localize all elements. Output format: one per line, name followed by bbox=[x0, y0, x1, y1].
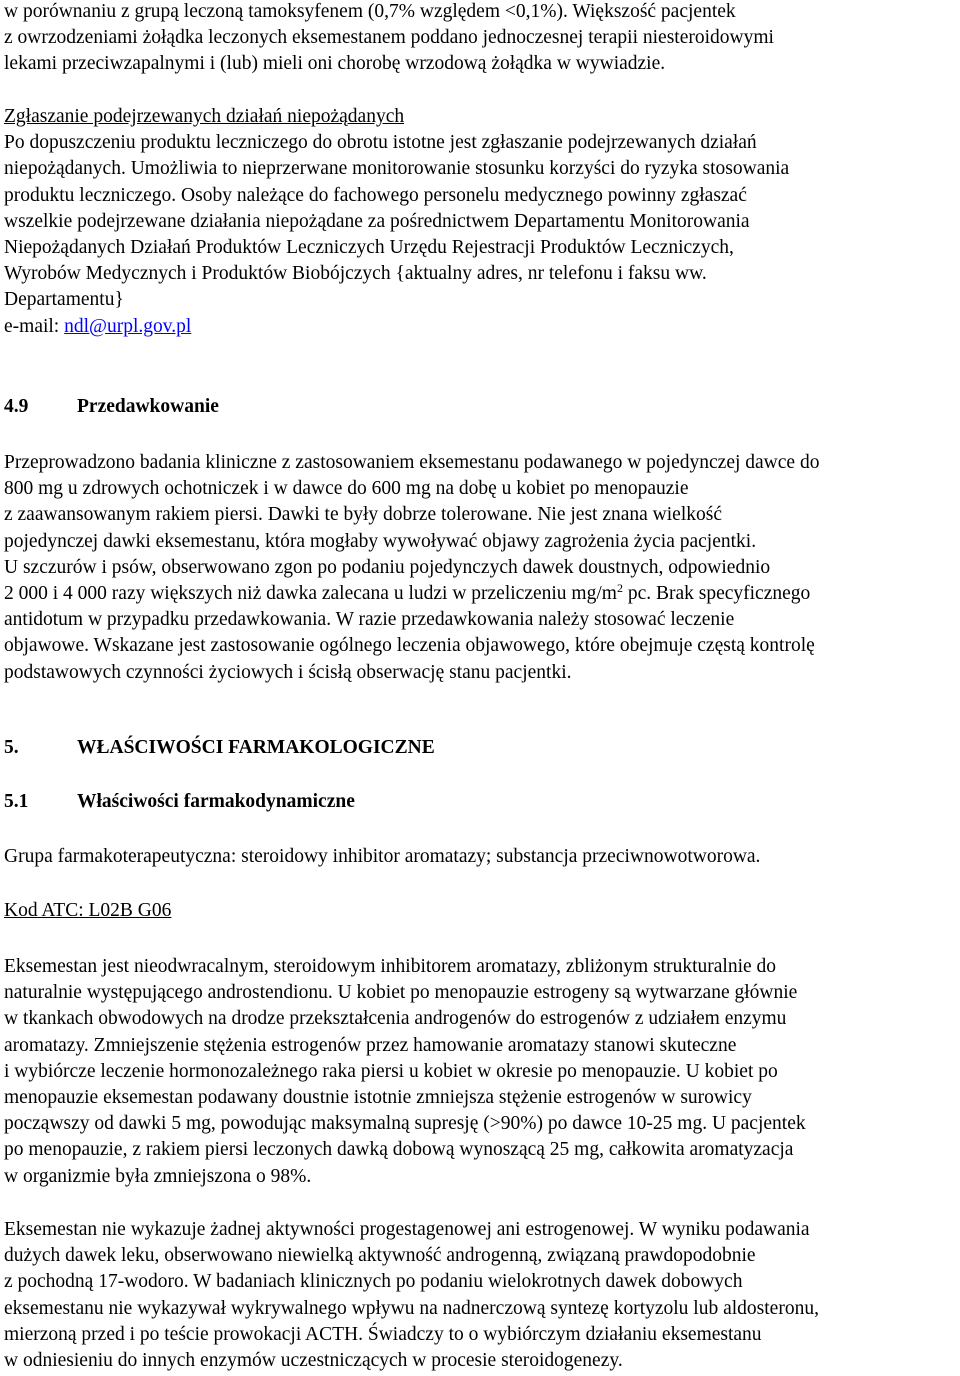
text-line: antidotum w przypadku przedawkowania. W razie przedawkowania należy stosować leczenie bbox=[4, 609, 735, 631]
text-line: w tkankach obwodowych na drodze przekształcenia androgenów do estrogenów z udziałem enzymu bbox=[4, 1008, 787, 1030]
text-line: z zaawansowanym rakiem piersi. Dawki te były dobrze tolerowane. Nie jest znana wielkość bbox=[4, 504, 722, 526]
text-line: pojedynczej dawki eksemestanu, która mogłaby wywoływać objawy zagrożenia życia pacjentki. bbox=[4, 530, 757, 552]
text-line: Wyrobów Medycznych i Produktów Biobójczych {aktualny adres, nr telefonu i faksu ww. bbox=[4, 263, 707, 285]
section-4-9-heading bbox=[4, 394, 219, 420]
text-fragment: pc. Brak specyficznego bbox=[622, 583, 811, 605]
mechanism-paragraph bbox=[4, 954, 806, 1190]
text-line: Eksemestan nie wykazuje żadnej aktywności progestagenowej ani estrogenowej. W wyniku podawania bbox=[4, 1219, 810, 1240]
section-number: 5.1 bbox=[4, 791, 29, 812]
text-line: Grupa farmakoterapeutyczna: steroidowy inhibitor aromatazy; substancja przeciwnowotworowa. bbox=[4, 846, 761, 867]
section-number: 5. bbox=[4, 737, 19, 758]
email-line bbox=[4, 314, 789, 340]
text-fragment: 2 000 i 4 000 razy większych niż dawka zalecana u ludzi w przeliczeniu mg/m bbox=[4, 583, 617, 605]
activity-paragraph bbox=[4, 1217, 819, 1374]
text-line: Przeprowadzono badania kliniczne z zastosowaniem eksemestanu podawanego w pojedynczej dawce do bbox=[4, 452, 820, 473]
text-line: objawowe. Wskazane jest zastosowanie ogólnego leczenia objawowego, które obejmuje częstą kontrolę bbox=[4, 635, 815, 657]
text-line: Po dopuszczeniu produktu leczniczego do obrotu istotne jest zgłaszanie podejrzewanych działań bbox=[4, 132, 757, 154]
pharmacotherapeutic-group bbox=[4, 844, 760, 870]
text-line: w porównaniu z grupą leczoną tamoksyfenem (0,7% względem <0,1%). Większość pacjentek bbox=[4, 1, 736, 22]
text-line: eksemestanu nie wykazywał wykrywalnego wpływu na nadnerczową syntezę kortyzolu lub aldosteronu, bbox=[4, 1297, 819, 1319]
text-line: 800 mg u zdrowych ochotniczek i w dawce do 600 mg na dobę u kobiet po menopauzie bbox=[4, 478, 689, 500]
text-line: z owrzodzeniami żołądka leczonych eksemestanem poddano jednoczesnej terapii niesteroidowymi bbox=[4, 27, 774, 49]
text-line: naturalnie występującego androstendionu. U kobiet po menopauzie estrogeny są wytwarzane głównie bbox=[4, 982, 798, 1004]
section-title: Przedawkowanie bbox=[77, 396, 219, 417]
reporting-title: Zgłaszanie podejrzewanych działań niepożądanych bbox=[4, 106, 405, 127]
text-line bbox=[4, 581, 819, 607]
text-line: aromatazy. Zmniejszenie stężenia estrogenów przez hamowanie aromatazy stanowi skuteczne bbox=[4, 1034, 737, 1056]
text-line: w organizmie była zmniejszona o 98%. bbox=[4, 1165, 312, 1187]
email-link[interactable]: ndl@urpl.gov.pl bbox=[64, 315, 192, 337]
text-line: i wybiórcze leczenie hormonozależnego raka piersi u kobiet w okresie po menopauzie. U kobiet po bbox=[4, 1060, 778, 1082]
overdose-paragraph bbox=[4, 450, 819, 686]
text-line: mierzoną przed i po teście prowokacji ACTH. Świadczy to o wybiórczym działaniu eksemestanu bbox=[4, 1323, 762, 1345]
text-line: lekami przeciwzapalnymi i (lub) mieli oni chorobę wrzodową żołądka w wywiadzie. bbox=[4, 53, 666, 75]
section-title: Właściwości farmakodynamiczne bbox=[77, 791, 355, 812]
text-line: produktu leczniczego. Osoby należące do fachowego personelu medycznego powinny zgłaszać bbox=[4, 184, 747, 206]
text-line: począwszy od dawki 5 mg, powodując maksymalną supresję (>90%) po dawce 10-25 mg. U pacjentek bbox=[4, 1113, 806, 1135]
email-label: e-mail: bbox=[4, 315, 65, 337]
text-line: wszelkie podejrzewane działania niepożądane za pośrednictwem Departamentu Monitorowania bbox=[4, 210, 750, 232]
section-number: 4.9 bbox=[4, 396, 29, 417]
text-line: Eksemestan jest nieodwracalnym, steroidowym inhibitorem aromatazy, zbliżonym strukturalnie do bbox=[4, 956, 777, 977]
section-5-1-heading bbox=[4, 789, 355, 815]
text-line: podstawowych czynności życiowych i ścisłą obserwację stanu pacjentki. bbox=[4, 661, 572, 683]
atc-code bbox=[4, 898, 171, 924]
text-line: dużych dawek leku, obserwowano niewielką aktywność androgenną, związaną prawdopodobnie bbox=[4, 1245, 756, 1267]
text-line: U szczurów i psów, obserwowano zgon po podaniu pojedynczych dawek doustnych, odpowiednio bbox=[4, 556, 771, 578]
text-line: Niepożądanych Działań Produktów Leczniczych Urzędu Rejestracji Produktów Leczniczych, bbox=[4, 237, 734, 259]
text-line: po menopauzie, z rakiem piersi leczonych dawką dobową wynoszącą 25 mg, całkowita aromatyzacja bbox=[4, 1139, 794, 1161]
atc-code-text: Kod ATC: L02B G06 bbox=[4, 900, 172, 921]
superscript: 2 bbox=[616, 581, 623, 596]
reporting-section bbox=[4, 104, 789, 340]
text-line: z pochodną 17-wodoro. W badaniach klinicznych po podaniu wielokrotnych dawek dobowych bbox=[4, 1271, 743, 1293]
section-title: WŁAŚCIWOŚCI FARMAKOLOGICZNE bbox=[77, 737, 435, 758]
text-line: menopauzie eksemestan podawany doustnie istotnie zmniejsza stężenie estrogenów w surowicy bbox=[4, 1087, 752, 1109]
text-line: Departamentu} bbox=[4, 289, 124, 311]
text-line: w odniesieniu do innych enzymów uczestniczących w procesie steroidogenezy. bbox=[4, 1350, 623, 1372]
continuation-paragraph bbox=[4, 0, 774, 78]
section-5-heading bbox=[4, 735, 435, 761]
text-line: niepożądanych. Umożliwia to nieprzerwane monitorowanie stosunku korzyści do ryzyka stosowania bbox=[4, 158, 790, 180]
